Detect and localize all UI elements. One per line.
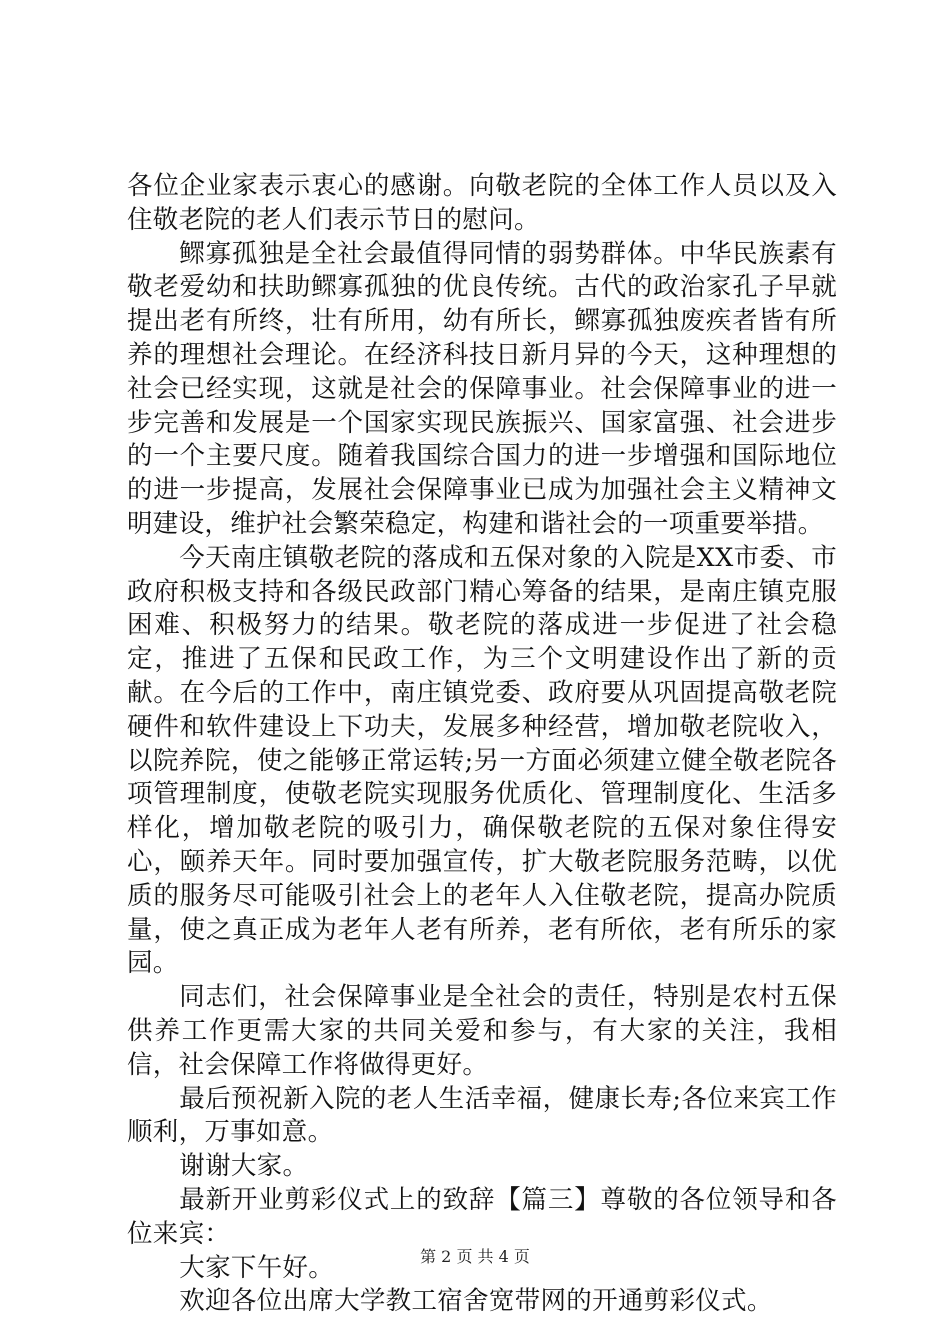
paragraph-5: 最后预祝新入院的老人生活幸福，健康长寿;各位来宾工作顺利，万事如意。 [127, 1083, 837, 1148]
paragraph-2: 鳏寡孤独是全社会最值得同情的弱势群体。中华民族素有敬老爱幼和扶助鳏寡孤独的优良传统。古代的政治家孔子早就提出老有所终，壮有所用，幼有所长，鳏寡孤独废疾者皆有所养的理想社会理论。在经济科技日新月异的今天，这种理想的社会已经实现，这就是社会的保障事业。社会保障事业的进一步完善和发展是一个国家实现民族振兴、国家富强、社会进步的一个主要尺度。随着我国综合国力的进一步增强和国际地位的进一步提高，发展社会保障事业已成为加强社会主义精神文明建设，维护社会繁荣稳定，构建和谐社会的一项重要举措。 [127, 238, 837, 539]
page-number-footer: 第 2 页 共 4 页 [420, 1247, 530, 1266]
paragraph-9: 欢迎各位出席大学教工宿舍宽带网的开通剪彩仪式。 [179, 1286, 773, 1317]
paragraph-8: 大家下午好。 [179, 1252, 335, 1283]
document-body [127, 170, 837, 1319]
paragraph-7: 最新开业剪彩仪式上的致辞【篇三】尊敬的各位领导和各位来宾： [127, 1184, 837, 1249]
paragraph-1: 各位企业家表示衷心的感谢。向敬老院的全体工作人员以及入住敬老院的老人们表示节日的慰问。 [127, 171, 837, 235]
paragraph-3: 今天南庄镇敬老院的落成和五保对象的入院是XX市委、市政府积极支持和各级民政部门精心筹备的结果，是南庄镇克服困难、积极努力的结果。敬老院的落成进一步促进了社会稳定，推进了五保和民政工作，为三个文明建设作出了新的贡献。在今后的工作中，南庄镇党委、政府要从巩固提高敬老院硬件和软件建设上下功夫，发展多种经营，增加敬老院收入，以院养院，使之能够正常运转;另一方面必须建立健全敬老院各项管理制度，使敬老院实现服务优质化、管理制度化、生活多样化，增加敬老院的吸引力，确保敬老院的五保对象住得安心，颐养天年。同时要加强宣传，扩大敬老院服务范畴，以优质的服务尽可能吸引社会上的老年人入住敬老院，提高办院质量，使之真正成为老年人老有所养，老有所依，老有所乐的家园。 [127, 542, 837, 979]
paragraph-6: 谢谢大家。 [179, 1151, 309, 1182]
paragraph-4: 同志们，社会保障事业是全社会的责任，特别是农村五保供养工作更需大家的共同关爱和参与，有大家的关注，我相信，社会保障工作将做得更好。 [127, 982, 837, 1080]
